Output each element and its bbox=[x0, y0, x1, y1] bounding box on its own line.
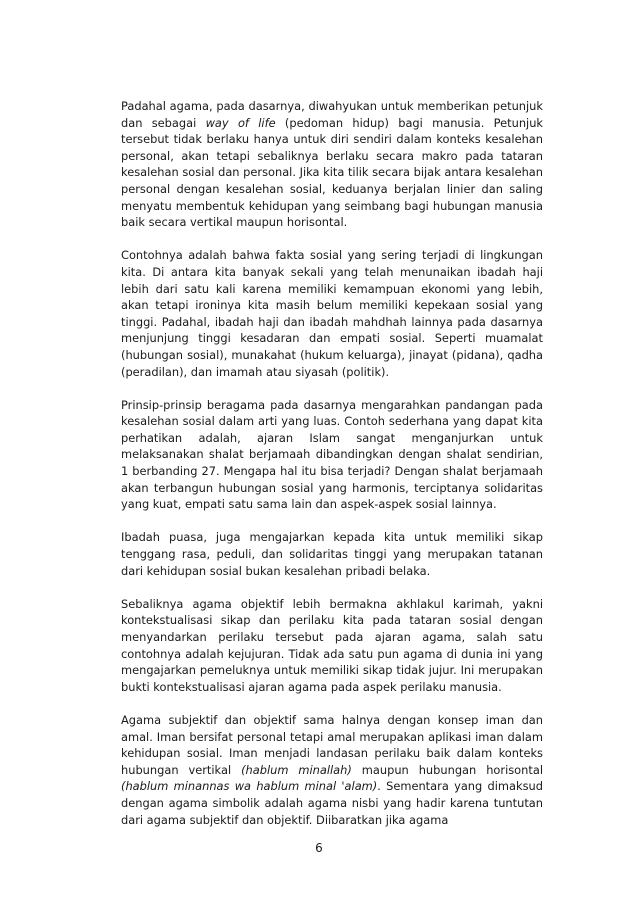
text-segment-italic: (hablum minannas wa hablum minal 'alam) bbox=[121, 779, 378, 794]
paragraph-2 bbox=[121, 247, 543, 380]
paragraph-3 bbox=[121, 397, 543, 513]
text-segment-italic: way of life bbox=[205, 115, 276, 130]
text-segment: Contohnya adalah bahwa fakta sosial yang sering terjadi di lingkungan kita. Di antara kita banyak sekali yang telah menunaikan ibadah haji lebih dari satu kali karena memiliki kemampuan ekonomi yang lebih, akan tetapi ironinya kita masih belum memiliki kepekaan sosial yang tinggi. Padahal, ibadah haji dan ibadah mahdhah lainnya pada dasarnya menjunjung tinggi kesadaran dan empati sosial. Seperti muamalat (hubungan sosial), munakahat (hukum keluarga), jinayat (pidana), qadha (peradilan), dan imamah atau siyasah (politik). bbox=[121, 248, 543, 379]
paragraph-1 bbox=[121, 98, 543, 231]
text-segment: Ibadah puasa, juga mengajarkan kepada kita untuk memiliki sikap tenggang rasa, peduli, dan solidaritas tinggi yang merupakan tatanan dari kehidupan sosial bukan kesalehan pribadi belaka. bbox=[121, 530, 543, 578]
text-segment: maupun hubungan horisontal bbox=[351, 762, 543, 777]
text-segment: (pedoman hidup) bagi manusia. Petunjuk tersebut tidak berlaku hanya untuk diri sendiri dalam konteks kesalehan personal, akan tetapi sebaliknya berlaku secara makro pada tataran kesalehan sosial dan personal. Jika kita tilik secara bijak antara kesalehan personal dengan kesalehan sosial, keduanya berjalan linier dan saling menyatu membentuk kehidupan yang seimbang bagi hubungan manusia baik secara vertikal maupun horisontal. bbox=[121, 115, 544, 230]
page-number: 6 bbox=[315, 841, 323, 855]
text-segment: Prinsip-prinsip beragama pada dasarnya mengarahkan pandangan pada kesalehan sosial dalam arti yang luas. Contoh sederhana yang dapat kita perhatikan adalah, ajaran Islam sangat menganjurkan untuk melaksanakan shalat berjamaah dibandingkan dengan shalat sendirian, 1 berbanding 27. Mengapa hal itu bisa terjadi? Dengan shalat berjamaah akan terbangun hubungan sosial yang harmonis, terciptanya solidaritas yang kuat, empati satu sama lain dan aspek-aspek sosial lainnya. bbox=[121, 397, 543, 512]
paragraph-4 bbox=[121, 529, 543, 579]
paragraph-5 bbox=[121, 596, 543, 696]
text-segment: Sebaliknya agama objektif lebih bermakna akhlakul karimah, yakni kontekstualisasi sikap dan perilaku kita pada tataran sosial dengan menyandarkan perilaku tersebut pada ajaran agama, salah satu contohnya adalah kejujuran. Tidak ada satu pun agama di dunia ini yang mengajarkan pemeluknya untuk memiliki sikap tidak jujur. Ini merupakan bukti kontekstualisasi ajaran agama pada aspek perilaku manusia. bbox=[121, 596, 543, 694]
text-segment: Agama subjektif dan objektif sama halnya dengan konsep iman dan amal. Iman bersifat personal tetapi amal merupakan aplikasi iman dalam kehidupan sosial. Iman menjadi landasan perilaku baik dalam konteks hubungan vertikal bbox=[121, 712, 543, 777]
text-segment: . Sementara yang dimaksud dengan agama simbolik adalah agama nisbi yang hadir karena tuntutan dari agama subjektif dan objektif. Diibaratkan jika agama bbox=[121, 779, 543, 827]
text-segment: Padahal agama, pada dasarnya, diwahyukan untuk memberikan petunjuk dan sebagai bbox=[121, 99, 543, 130]
text-segment-italic: (hablum minallah) bbox=[241, 762, 352, 777]
body-text bbox=[121, 98, 543, 845]
paragraph-6 bbox=[121, 712, 543, 828]
